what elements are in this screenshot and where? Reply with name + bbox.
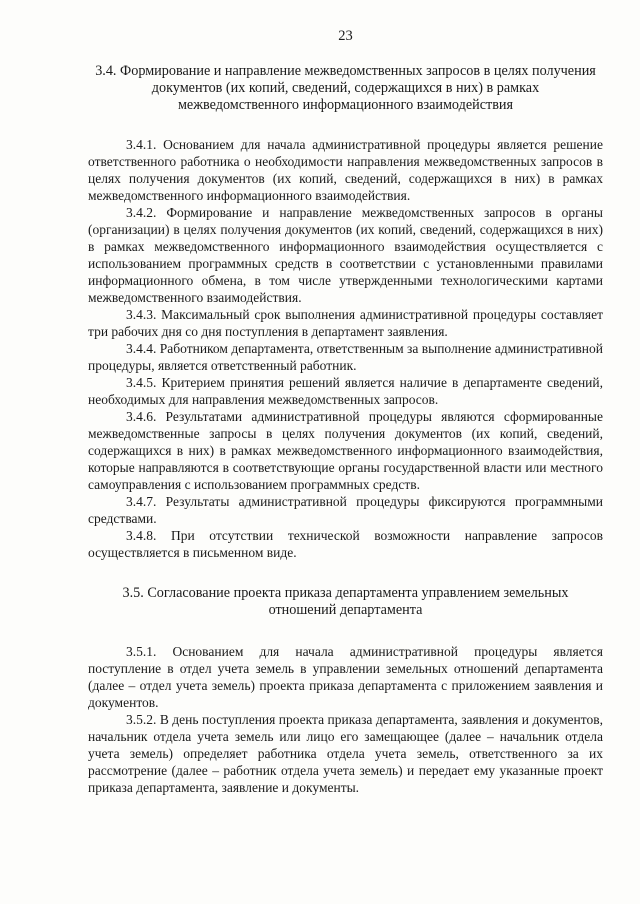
section-body-3-5 [88, 643, 603, 796]
paragraph-3-4-7: 3.4.7. Результаты административной процедуры фиксируются программными средствами. [88, 494, 603, 526]
section-heading-3-4: 3.4. Формирование и направление межведомственных запросов в целях получения документов (их копий, сведений, содержащихся в них) в рамках межведомственного информационного взаимодействия [95, 63, 596, 113]
paragraph-3-4-8: 3.4.8. При отсутствии технической возможности направление запросов осуществляется в письменном виде. [88, 528, 603, 560]
paragraph-3-5-1: 3.5.1. Основанием для начала административной процедуры является поступление в отдел учета земель в управлении земельных отношений департамента (далее – отдел учета земель) проекта приказа департамента с приложением заявления и документов. [88, 644, 603, 710]
paragraph-3-5-2: 3.5.2. В день поступления проекта приказа департамента, заявления и документов, начальник отдела учета земель или лицо его замещающее (далее – начальник отдела учета земель) определяет работника отдела учета земель, ответственного за их рассмотрение (далее – работник отдела учета земель) и передает ему указанные проект приказа департамента, заявление и документы. [88, 712, 603, 795]
paragraph-3-4-1: 3.4.1. Основанием для начала административной процедуры является решение ответственного работника о необходимости направления межведомственных запросов в целях получения документов (их копий, сведений, содержащихся в них) в рамках межведомственного информационного взаимодействия. [88, 137, 603, 203]
paragraph-3-4-6: 3.4.6. Результатами административной процедуры являются сформированные межведомственные запросы в целях получения документов (их копий, сведений, содержащихся в них) в рамках межведомственного информационного взаимодействия, которые направляются в соответствующие органы государственной власти или местного самоуправления с использованием программных средств. [88, 409, 603, 492]
section-heading-3-5: 3.5. Согласование проекта приказа департамента управлением земельных отношений департамента [122, 585, 569, 618]
section-body-3-4 [88, 136, 603, 561]
paragraph-3-4-3: 3.4.3. Максимальный срок выполнения административной процедуры составляет три рабочих дня со дня поступления в департамент заявления. [88, 307, 603, 339]
paragraph-3-4-2: 3.4.2. Формирование и направление межведомственных запросов в органы (организации) в целях получения документов (их копий, сведений, содержащихся в них) в рамках межведомственного информационного взаимодействия осуществляется с использованием программных средств в соответствии с установленными правилами информационного обмена, в том числе утвержденными технологическими картами межведомственного взаимодействия. [88, 205, 603, 305]
paragraph-3-4-5: 3.4.5. Критерием принятия решений является наличие в департаменте сведений, необходимых для направления межведомственных запросов. [88, 375, 603, 407]
page-number: 23 [338, 28, 353, 44]
paragraph-3-4-4: 3.4.4. Работником департамента, ответственным за выполнение административной процедуры, является ответственный работник. [88, 341, 603, 373]
